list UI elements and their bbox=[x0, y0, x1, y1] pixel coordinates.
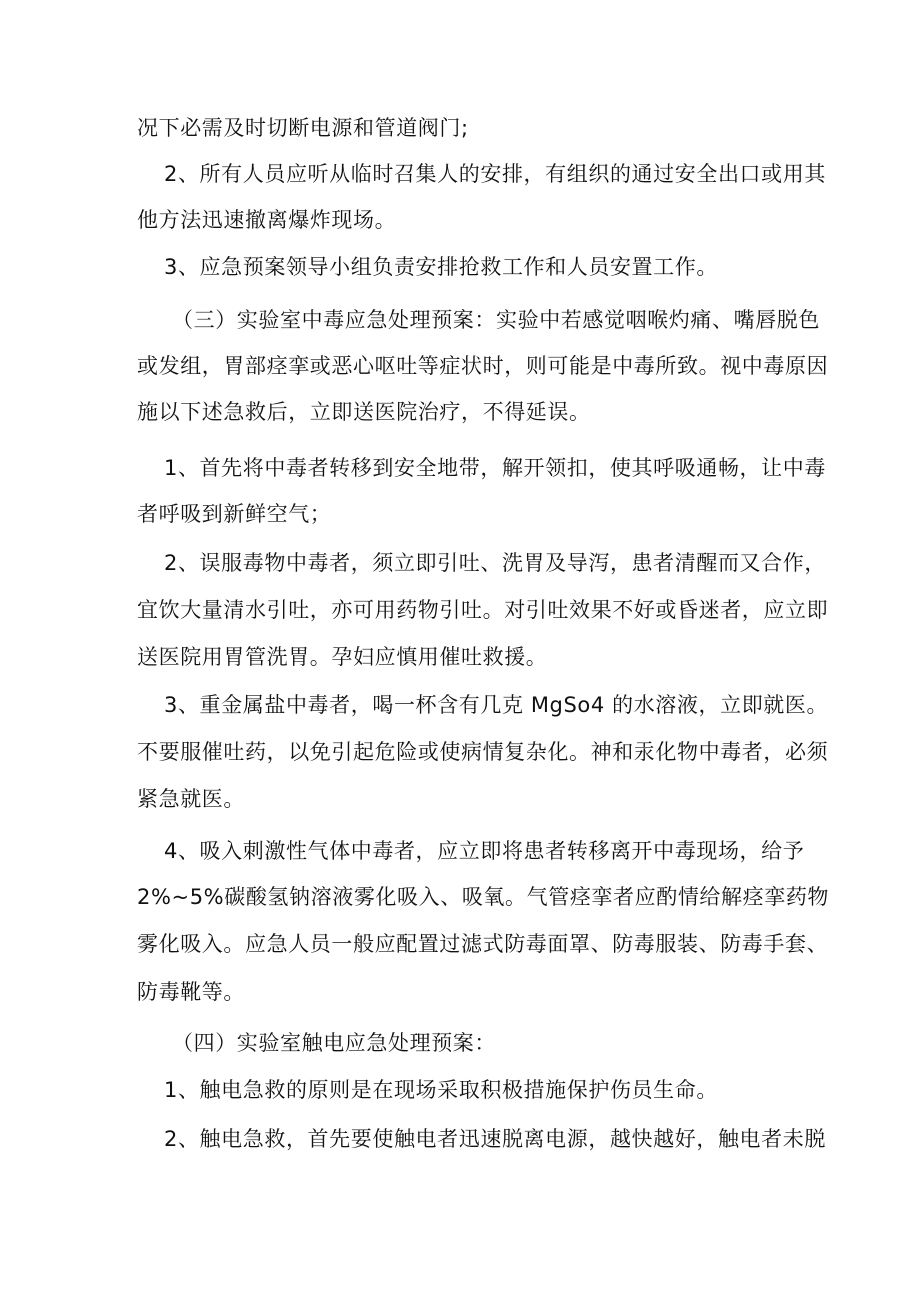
text-line-11: 宜饮大量清水引吐，亦可用药物引吐。对引吐效果不好或昏迷者，应立即 bbox=[137, 598, 829, 622]
section-heading-electric-shock: （四）实验室触电应急处理预案： bbox=[172, 1031, 496, 1055]
text-line-13: 3、重金属盐中毒者，喝一杯含有几克 MgSo4 的水溶液，立即就医。 bbox=[164, 693, 829, 717]
text-line-3: 他方法迅速撤离爆炸现场。 bbox=[137, 208, 397, 232]
text-line-1: 况下必需及时切断电源和管道阀门; bbox=[137, 116, 469, 140]
text-line-17: 2%~5%碳酸氢钠溶液雾化吸入、吸氧。气管痉挛者应酌情给解痉挛药物 bbox=[137, 885, 830, 909]
text-line-10: 2、误服毒物中毒者，须立即引吐、洗胃及导泻，患者清醒而又合作， bbox=[164, 551, 826, 575]
text-line-7: 施以下述急救后，立即送医院治疗，不得延误。 bbox=[137, 400, 591, 424]
text-line-9: 者呼吸到新鲜空气； bbox=[137, 502, 332, 526]
text-line-16: 4、吸入刺激性气体中毒者，应立即将患者转移离开中毒现场，给予 bbox=[164, 839, 805, 863]
text-line-8: 1、首先将中毒者转移到安全地带，解开领扣，使其呼吸通畅，让中毒 bbox=[164, 456, 826, 480]
section-heading-poisoning: （三）实验室中毒应急处理预案：实验中若感觉咽喉灼痛、嘴唇脱色 bbox=[172, 308, 820, 332]
text-line-12: 送医院用胃管洗胃。孕妇应慎用催吐救援。 bbox=[137, 645, 548, 669]
text-line-21: 1、触电急救的原则是在现场采取积极措施保护伤员生命。 bbox=[164, 1078, 718, 1102]
text-line-15: 紧急就医。 bbox=[137, 787, 245, 811]
text-line-2: 2、所有人员应听从临时召集人的安排，有组织的通过安全出口或用其 bbox=[164, 162, 826, 186]
text-line-14: 不要服催吐药，以免引起危险或使病情复杂化。神和汞化物中毒者，必须 bbox=[137, 740, 829, 764]
text-line-4: 3、应急预案领导小组负责安排抢救工作和人员安置工作。 bbox=[164, 255, 718, 279]
text-line-6: 或发组，胃部痉挛或恶心呕吐等症状时，则可能是中毒所致。视中毒原因 bbox=[137, 354, 829, 378]
text-line-22: 2、触电急救，首先要使触电者迅速脱离电源，越快越好，触电者未脱 bbox=[164, 1127, 826, 1151]
text-line-19: 防毒靴等。 bbox=[137, 980, 245, 1004]
text-line-18: 雾化吸入。应急人员一般应配置过滤式防毒面罩、防毒服装、防毒手套、 bbox=[137, 932, 829, 956]
